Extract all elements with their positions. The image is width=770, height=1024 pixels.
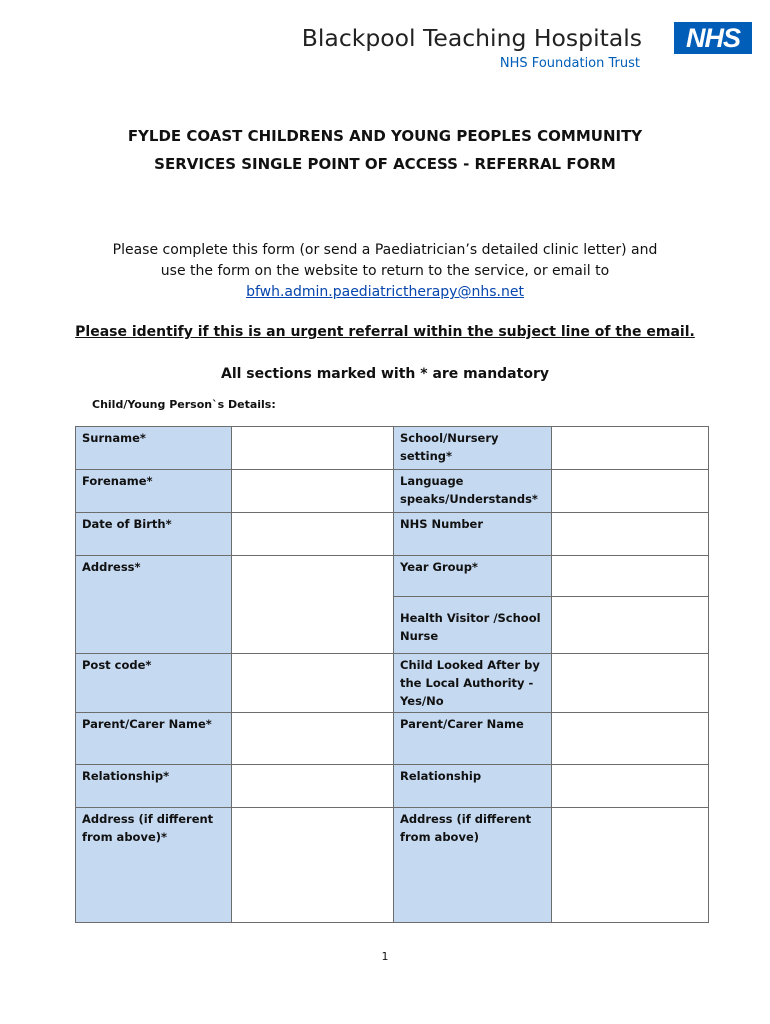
- header: [292, 18, 752, 78]
- address-label: Address*: [76, 556, 232, 654]
- relationship-label: Relationship: [394, 765, 552, 808]
- intro-text: [70, 240, 700, 303]
- school-label: School/Nursery setting*: [394, 427, 552, 470]
- parent-name-req-field[interactable]: [232, 713, 394, 765]
- relationship-req-label: Relationship*: [76, 765, 232, 808]
- postcode-field[interactable]: [232, 654, 394, 713]
- form-title-line-1: FYLDE COAST CHILDRENS AND YOUNG PEOPLES COMMUNITY: [127, 127, 643, 145]
- address-diff-label: Address (if different from above): [394, 808, 552, 923]
- forename-label: Forename*: [76, 470, 232, 513]
- address-field[interactable]: [232, 556, 394, 654]
- form-title: [60, 122, 710, 178]
- urgent-note: Please identify if this is an urgent referral within the subject line of the email.: [75, 324, 695, 340]
- address-diff-req-label: Address (if different from above)*: [76, 808, 232, 923]
- year-group-field[interactable]: [552, 556, 709, 597]
- trust-name: NHS Foundation Trust: [499, 56, 640, 71]
- dob-label: Date of Birth*: [76, 513, 232, 556]
- looked-after-label: Child Looked After by the Local Authority - Yes/No: [394, 654, 552, 713]
- nhs-number-label: NHS Number: [394, 513, 552, 556]
- postcode-label: Post code*: [76, 654, 232, 713]
- intro-line-2: use the form on the website to return to the service, or email to: [160, 263, 610, 279]
- health-visitor-label: Health Visitor /School Nurse: [394, 597, 552, 654]
- language-label: Language speaks/Understands*: [394, 470, 552, 513]
- health-visitor-field[interactable]: [552, 597, 709, 654]
- surname-field[interactable]: [232, 427, 394, 470]
- details-table: [75, 426, 709, 923]
- forename-field[interactable]: [232, 470, 394, 513]
- parent-name-req-label: Parent/Carer Name*: [76, 713, 232, 765]
- nhs-logo: NHS: [674, 22, 752, 54]
- org-name: Blackpool Teaching Hospitals: [301, 24, 642, 52]
- address-diff-req-field[interactable]: [232, 808, 394, 923]
- relationship-req-field[interactable]: [232, 765, 394, 808]
- intro-line-1: Please complete this form (or send a Paediatrician’s detailed clinic letter) and: [112, 242, 658, 258]
- address-diff-field[interactable]: [552, 808, 709, 923]
- email-link[interactable]: bfwh.admin.paediatrictherapy@nhs.net: [246, 284, 524, 300]
- dob-field[interactable]: [232, 513, 394, 556]
- year-group-label: Year Group*: [394, 556, 552, 597]
- relationship-field[interactable]: [552, 765, 709, 808]
- surname-label: Surname*: [76, 427, 232, 470]
- form-title-line-2: SERVICES SINGLE POINT OF ACCESS - REFERRAL FORM: [154, 155, 616, 173]
- school-field[interactable]: [552, 427, 709, 470]
- nhs-number-field[interactable]: [552, 513, 709, 556]
- looked-after-field[interactable]: [552, 654, 709, 713]
- language-field[interactable]: [552, 470, 709, 513]
- mandatory-note: All sections marked with * are mandatory: [221, 366, 549, 382]
- parent-name-label: Parent/Carer Name: [394, 713, 552, 765]
- page-number: 1: [381, 950, 389, 963]
- parent-name-field[interactable]: [552, 713, 709, 765]
- section-label: Child/Young Person`s Details:: [92, 398, 276, 411]
